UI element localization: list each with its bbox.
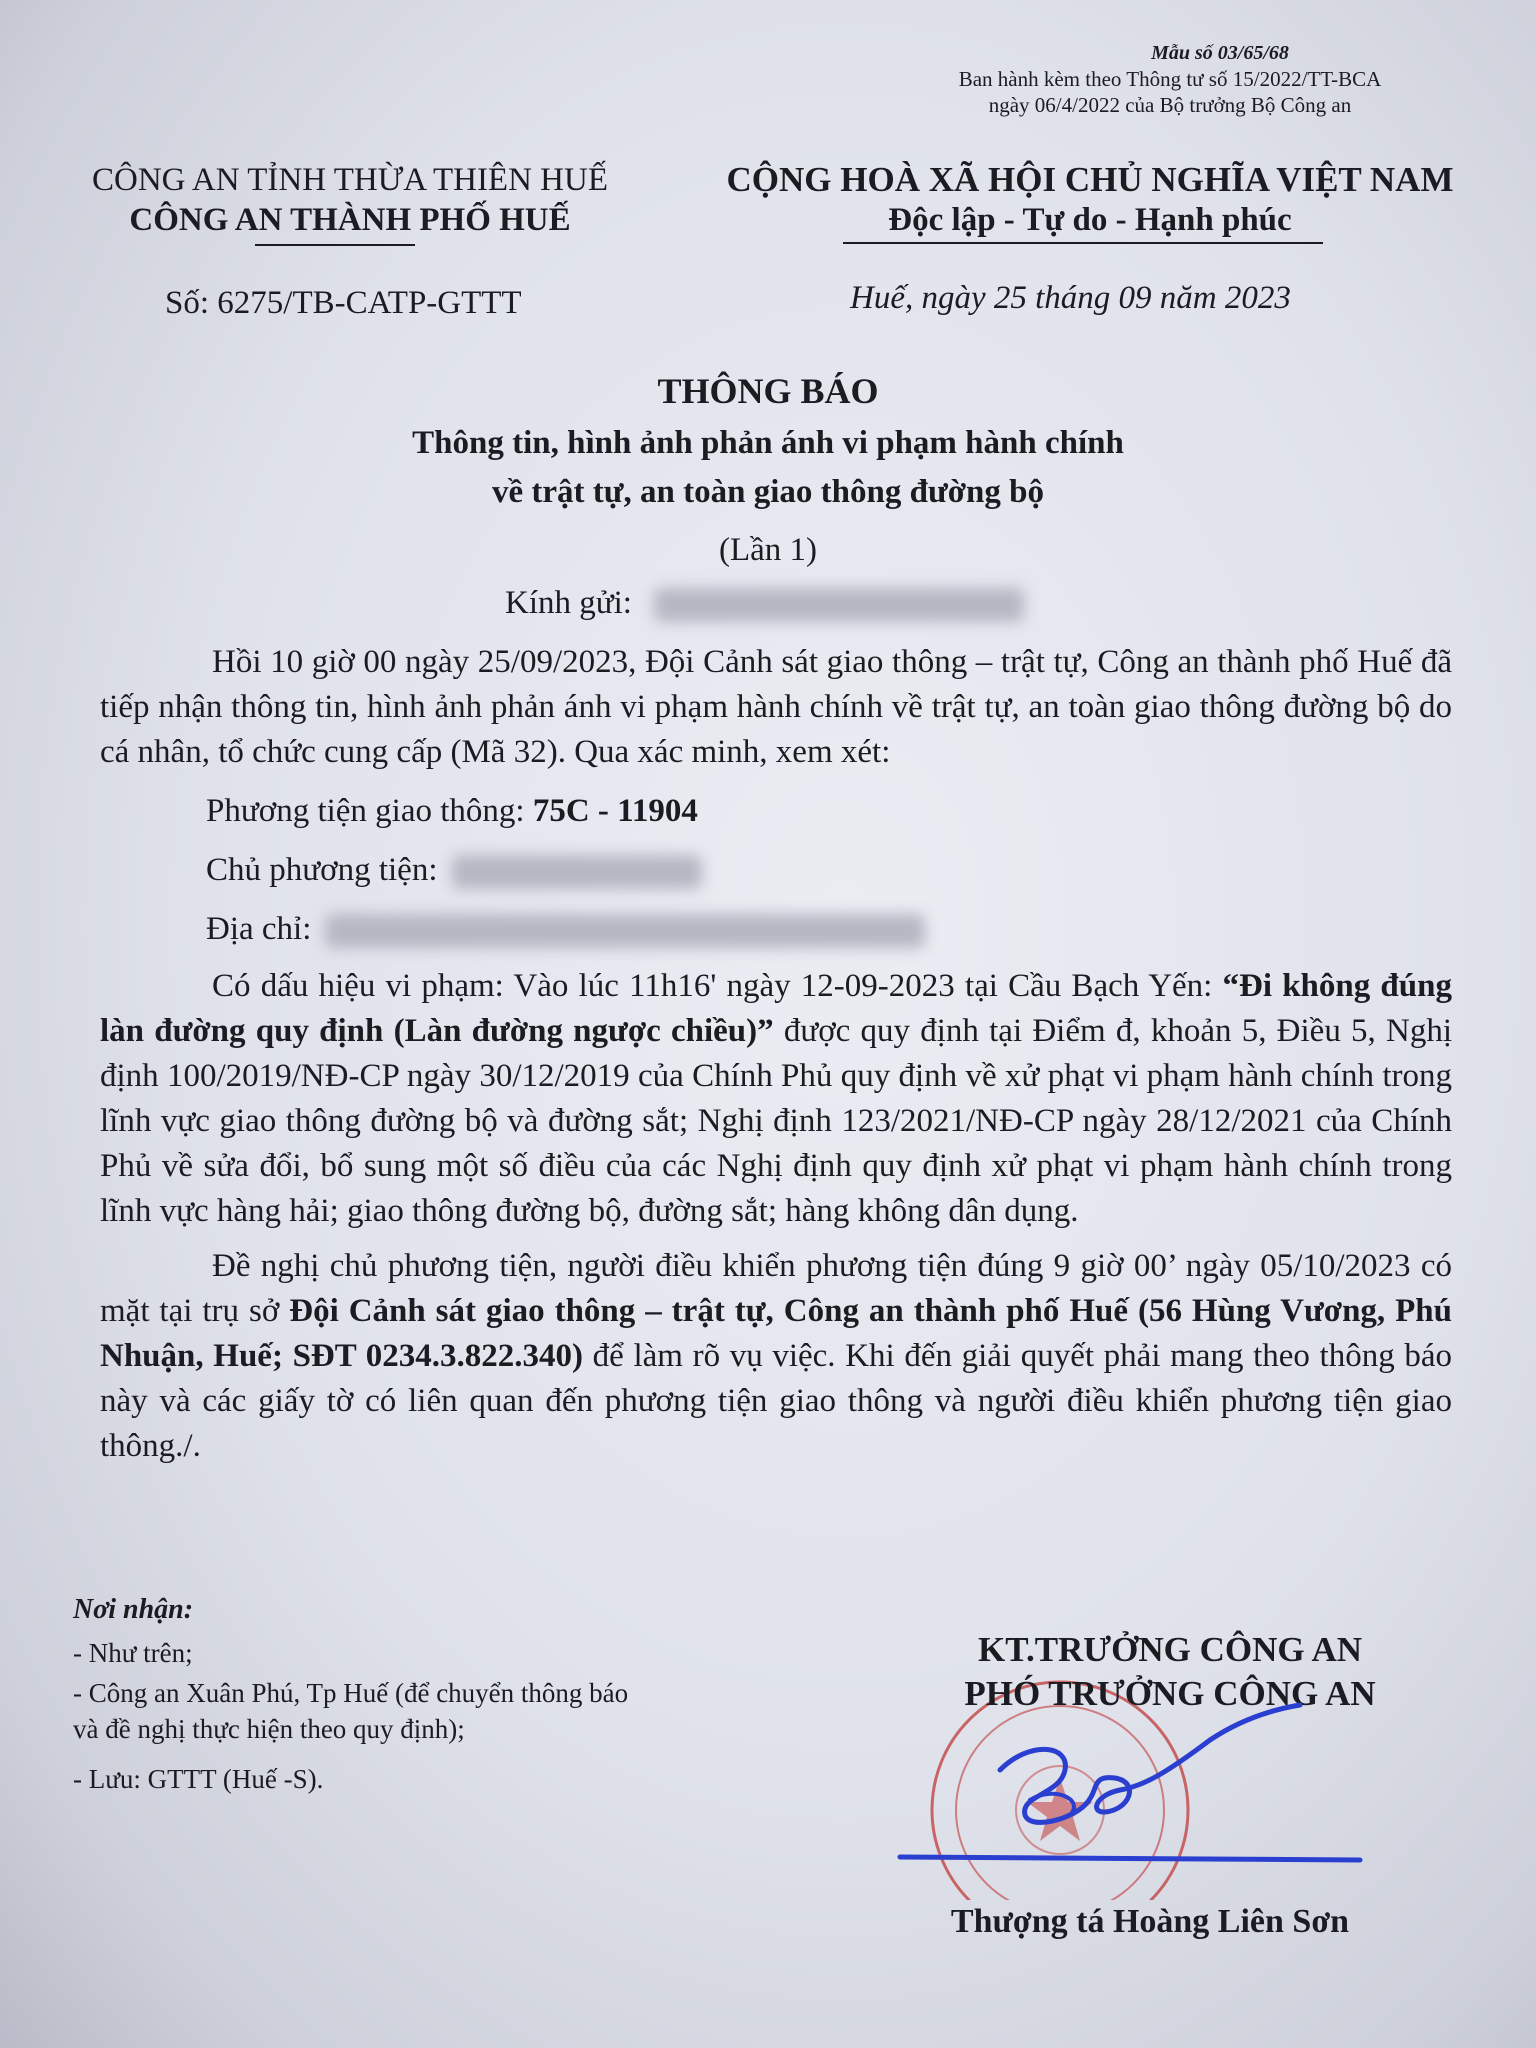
- issuing-agency: CÔNG AN THÀNH PHỐ HUẾ: [129, 202, 571, 238]
- document-subtitle-1: Thông tin, hình ảnh phản ánh vi phạm hành chính: [412, 425, 1124, 461]
- document-subtitle-2: về trật tự, an toàn giao thông đường bộ: [491, 474, 1044, 510]
- document-body: [100, 640, 1452, 1469]
- document-date: Huế, ngày 25 tháng 09 năm 2023: [850, 280, 1291, 316]
- motto-underline: [843, 242, 1323, 244]
- violation-description: “Đi không đúng làn đường quy định (Làn đường ngược chiều)”: [100, 968, 1452, 1049]
- owner-label: Chủ phương tiện:: [206, 852, 438, 888]
- address-line: [100, 907, 1452, 952]
- address-redacted: [325, 914, 925, 948]
- handwritten-signature: [880, 1700, 1420, 1870]
- recipients-item-2-cont: và đề nghị thực hiện theo quy định);: [73, 1714, 465, 1744]
- intro-paragraph: Hồi 10 giờ 00 ngày 25/09/2023, Đội Cảnh sát giao thông – trật tự, Công an thành phố Huế đã tiếp nhận thông tin, hình ảnh phản ánh vi phạm hành chính về trật tự, an toàn giao thông đường bộ do cá nhân, tổ chức cung cấp (Mã 32). Qua xác minh, xem xét:: [100, 644, 1452, 770]
- national-motto: Độc lập - Tự do - Hạnh phúc: [888, 202, 1292, 238]
- national-title: CỘNG HOÀ XÃ HỘI CHỦ NGHĨA VIỆT NAM: [726, 160, 1454, 199]
- form-issuance-date: ngày 06/4/2022 của Bộ trưởng Bộ Công an: [988, 93, 1352, 117]
- vehicle-line: [100, 789, 1452, 834]
- violation-legal-basis: được quy định tại Điểm đ, khoản 5, Điều 5, Nghị định 100/2019/NĐ-CP ngày 30/12/2019 của Chính Phủ quy định về xử phạt vi phạm hành chính trong lĩnh vực giao thông đường bộ và đường sắt; Nghị định 123/2021/NĐ-CP ngày 28/12/2021 của Chính Phủ về sửa đổi, bổ sung một số điều của các Nghị định quy định xử phạt vi phạm hành chính trong lĩnh vực hàng hải; giao thông đường bộ, đường sắt; hàng không dân dụng.: [100, 1013, 1452, 1229]
- signer-name: Thượng tá Hoàng Liên Sơn: [950, 1903, 1350, 1940]
- request-instructions: để làm rõ vụ việc. Khi đến giải quyết phải mang theo thông báo này và các giấy tờ có liên quan đến phương tiện giao thông và người điều khiển phương tiện giao thông./.: [100, 1338, 1452, 1464]
- violation-paragraph: [100, 964, 1452, 1234]
- signature-authority: KT.TRƯỞNG CÔNG AN: [977, 1630, 1363, 1669]
- request-paragraph: [100, 1244, 1452, 1469]
- form-number: Mẫu số 03/65/68: [1151, 42, 1289, 64]
- address-label: Địa chỉ:: [206, 911, 312, 947]
- signature-title: PHÓ TRƯỞNG CÔNG AN: [964, 1674, 1376, 1713]
- recipient-line: [505, 585, 1024, 622]
- owner-line: [100, 848, 1452, 893]
- recipients-item-3: - Lưu: GTTT (Huế -S).: [73, 1764, 324, 1794]
- owner-name-redacted: [452, 855, 702, 889]
- recipients-heading: Nơi nhận:: [73, 1594, 194, 1625]
- vehicle-plate: 75C - 11904: [532, 793, 698, 829]
- violation-intro: Có dấu hiệu vi phạm: Vào lúc 11h16' ngày 12-09-2023 tại Cầu Bạch Yến:: [212, 968, 1223, 1004]
- document-title: THÔNG BÁO: [657, 371, 879, 411]
- issuing-agency-parent: CÔNG AN TỈNH THỪA THIÊN HUẾ: [91, 162, 608, 198]
- request-intro: Đề nghị chủ phương tiện, người điều khiển phương tiện đúng 9 giờ 00’ ngày 05/10/2023 có mặt tại trụ sở: [100, 1248, 1452, 1329]
- recipients-item-2: - Công an Xuân Phú, Tp Huế (để chuyển thông báo: [73, 1678, 629, 1708]
- document-number: Số: 6275/TB-CATP-GTTT: [165, 285, 522, 321]
- vehicle-label: Phương tiện giao thông:: [206, 793, 533, 829]
- request-location: Đội Cảnh sát giao thông – trật tự, Công an thành phố Huế (56 Hùng Vương, Phú Nhuận, Huế; SĐT 0234.3.822.340): [100, 1293, 1452, 1374]
- recipients-item-1: - Như trên;: [73, 1638, 193, 1668]
- recipient-label: Kính gửi:: [505, 585, 632, 621]
- form-issuance-note: Ban hành kèm theo Thông tư số 15/2022/TT-BCA: [958, 67, 1382, 91]
- recipient-name-redacted: [654, 588, 1024, 622]
- agency-underline: [255, 244, 415, 246]
- notice-attempt: (Lần 1): [718, 532, 818, 568]
